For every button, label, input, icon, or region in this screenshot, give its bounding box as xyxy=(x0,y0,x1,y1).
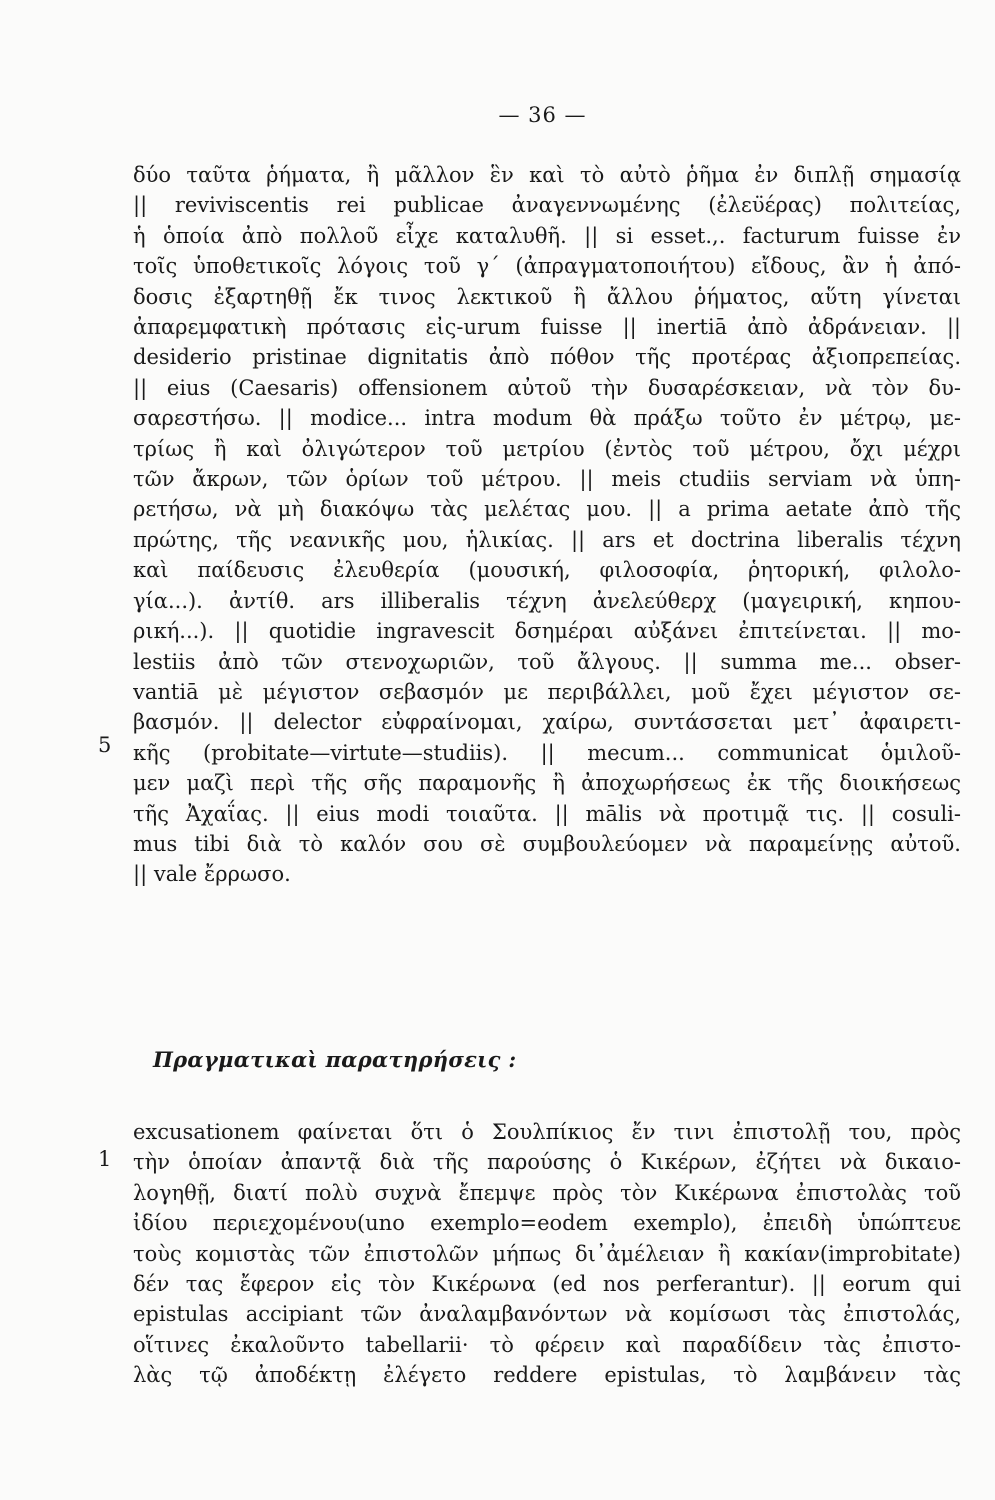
text-line: τοῖς ὑποθετικοῖς λόγοις τοῦ γ΄ (ἀπραγματοποιήτου) εἴδους, ἂν ἡ ἀπό- xyxy=(133,254,961,279)
text-line: τρίως ἢ καὶ ὀλιγώτερον τοῦ μετρίου (ἐντὸς τοῦ μέτρου, ὄχι μέχρι xyxy=(133,436,961,461)
text-line: λογηθῇ, διατί πολὺ συχνὰ ἔπεμψε πρὸς τὸν Κικέρωνα ἐπιστολὰς τοῦ xyxy=(133,1180,961,1205)
section-heading: Πραγματικαὶ παρατηρήσεις : xyxy=(153,1047,517,1072)
text-line: μεν μαζὶ περὶ τῆς σῆς παραμονῆς ἢ ἀποχωρήσεως ἐκ τῆς διοικήσεως xyxy=(133,771,961,796)
text-line: γία...). ἀντίθ. ars illiberalis τέχνη ἀνελεύθερχ (μαγειρική, κηπου- xyxy=(133,588,961,613)
text-line: excusationem φαίνεται ὅτι ὁ Σουλπίκιος ἔν τινι ἐπιστολῇ του, πρὸς xyxy=(133,1120,961,1144)
text-line: desiderio pristinae dignitatis ἀπὸ πόθον τῆς προτέρας ἀξιοπρεπείας. xyxy=(133,345,961,370)
commentary-text xyxy=(133,160,961,890)
text-line: ρική...). || quotidie ingravescit δσημέραι αὐξάνει ἐπιτείνεται. || mo- xyxy=(133,619,961,644)
text-line: ἀπαρεμφατικὴ πρότασις εἰς-urum fuisse || inertiā ἀπὸ ἀδράνειαν. || xyxy=(133,315,961,340)
page-number: — 36 — xyxy=(498,103,587,127)
text-line: ἰδίου περιεχομένου(uno exemplo=eodem exemplo), ἐπειδὴ ὑπώπτευε xyxy=(133,1211,961,1236)
text-line: epistulas accipiant τῶν ἀναλαμβανόντων νὰ κομίσωσι τὰς ἐπιστολάς, xyxy=(133,1302,961,1327)
text-line: vantiā μὲ μέγιστον σεβασμόν με περιβάλλει, μοῦ ἔχει μέγιστον σε- xyxy=(133,679,961,704)
text-line: πρώτης, τῆς νεανικῆς μου, ἡλικίας. || ars et doctrina liberalis τέχνη xyxy=(133,527,961,552)
text-line: || reviviscentis rei publicae ἀναγεννωμένης (ἐλευ͏̈έρας) πολιτείας, xyxy=(133,193,961,218)
text-line: δοσις ἐξαρτηθῇ ἔκ τινος λεκτικοῦ ἢ ἄλλου ῥήματος, αὕτη γίνεται xyxy=(133,284,961,309)
text-line: τῆς Ἀχαΐας. || eius modi τοιαῦτα. || mālis νὰ προτιμᾷ τις. || cosuli- xyxy=(133,801,961,826)
text-line: βασμόν. || delector εὐφραίνομαι, χαίρω, συντάσσεται μετ᾽ ἀφαιρετι- xyxy=(133,710,961,735)
text-line: τὴν ὁποίαν ἀπαντᾷ διὰ τῆς παρούσης ὁ Κικέρων, ἐζήτει νὰ δικαιο- xyxy=(133,1150,961,1175)
text-line: τῶν ἄκρων, τῶν ὁρίων τοῦ μέτρου. || meis ctudiis serviam νὰ ὑπη- xyxy=(133,467,961,492)
text-line: mus tibi διὰ τὸ καλόν σου σὲ συμβουλεύομεν νὰ παραμείνῃς αὐτοῦ. xyxy=(133,831,961,856)
text-line: lestiis ἀπὸ τῶν στενοχωριῶν, τοῦ ἄλγους. || summa me... obser- xyxy=(133,649,961,674)
text-line: λὰς τῷ ἀποδέκτῃ ἐλέγετο reddere epistulas, τὸ λαμβάνειν τὰς xyxy=(133,1363,961,1388)
notes-text xyxy=(133,1117,961,1391)
text-line: καὶ παίδευσις ἐλευθερία (μουσική, φιλοσοφία, ῥητορική, φιλολο- xyxy=(133,558,961,583)
text-line: κῆς (probitate—virtute—studiis). || mecum... communicat ὁμιλοῦ- xyxy=(133,740,961,765)
text-line: δέν τας ἔφερον εἰς τὸν Κικέρωνα (ed nos perferantur). || eorum qui xyxy=(133,1272,961,1297)
text-line: τοὺς κομιστὰς τῶν ἐπιστολῶν μήπως δι᾽ἀμέλειαν ἢ κακίαν(improbitate) xyxy=(133,1241,961,1266)
text-line: || eius (Caesaris) offensionem αὐτοῦ τὴν δυσαρέσκειαν, νὰ τὸν δυ- xyxy=(133,375,961,400)
margin-line-number: 1 xyxy=(98,1147,112,1171)
text-line: οἵτινες ἐκαλοῦντο tabellarii· τὸ φέρειν καὶ παραδίδειν τὰς ἐπιστο- xyxy=(133,1332,961,1357)
text-line: δύο ταῦτα ῥήματα, ἢ μᾶλλον ἓν καὶ τὸ αὐτὸ ῥῆμα ἐν διπλῇ σημασίᾳ xyxy=(133,163,961,187)
margin-line-number: 5 xyxy=(98,733,112,757)
text-line: σαρεστήσω. || modice... intra modum θὰ πράξω τοῦτο ἐν μέτρῳ, με- xyxy=(133,406,961,431)
text-line: || vale ἔρρωσο. xyxy=(133,862,291,887)
text-line: ἡ ὁποία ἀπὸ πολλοῦ εἶχε καταλυθῆ. || si esset.,. facturum fuisse ἐν xyxy=(133,223,961,248)
text-line: ρετήσω, νὰ μὴ διακόψω τὰς μελέτας μου. || a prima aetate ἀπὸ τῆς xyxy=(133,497,961,522)
